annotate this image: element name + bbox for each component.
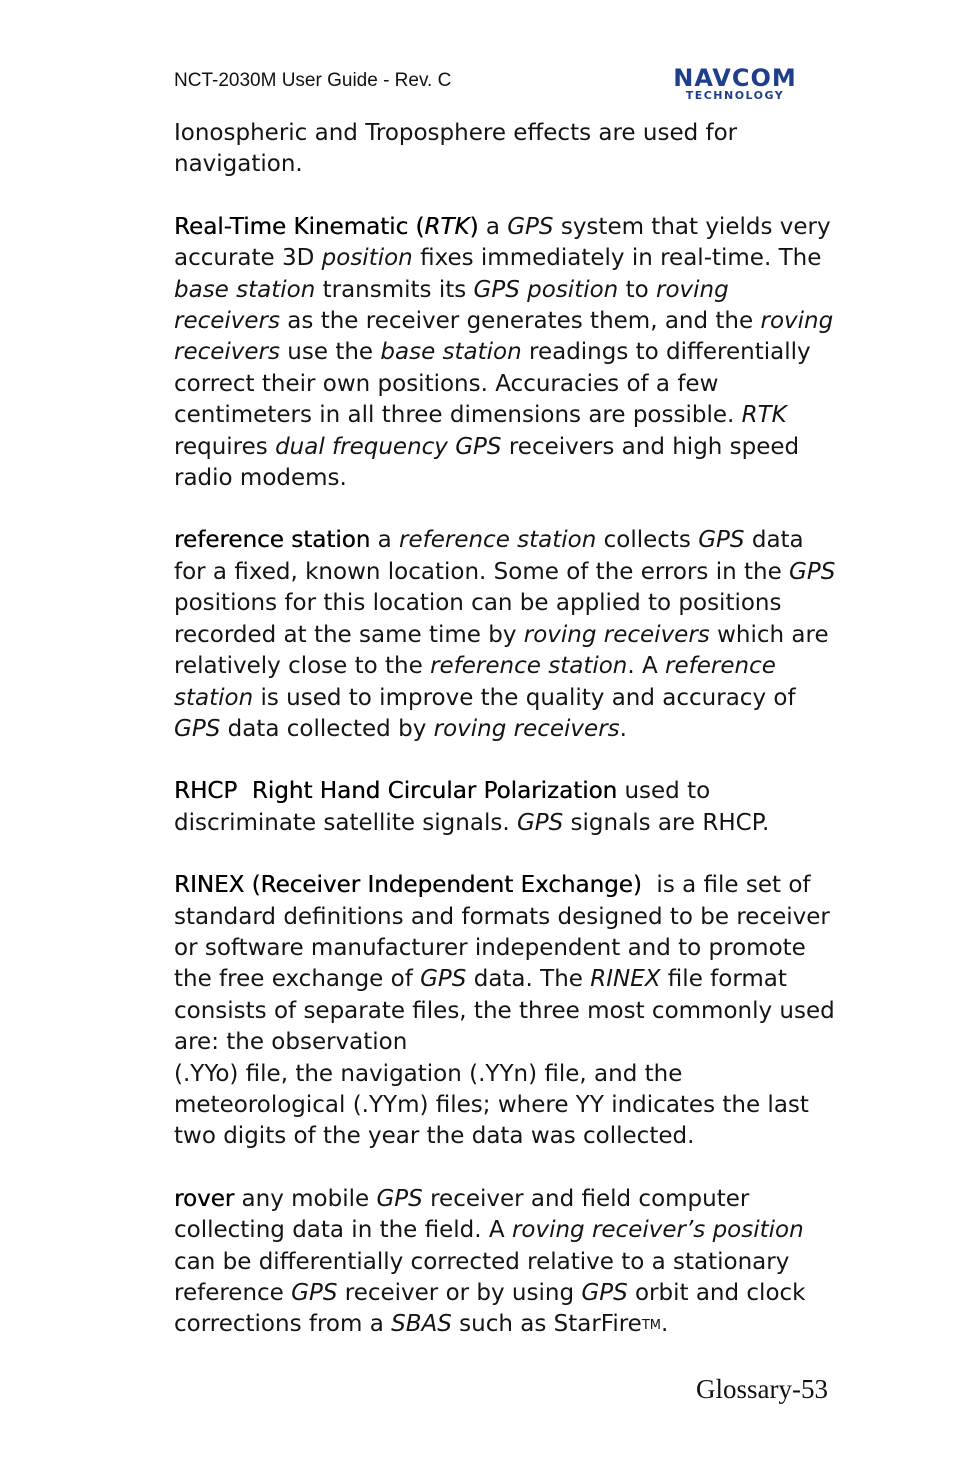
glossary-term: reference station — [174, 527, 371, 554]
glossary-term: RHCP Right Hand Circular Polarization — [174, 778, 618, 805]
glossary-entry-rhcp: RHCP Right Hand Circular Polarization used to discriminate satellite signals. GPS signals are RHCP. — [174, 778, 770, 836]
document-header-title: NCT-2030M User Guide - Rev. C — [174, 70, 452, 91]
glossary-term: rover — [174, 1185, 235, 1212]
navcom-logo — [640, 64, 830, 102]
glossary-entry-continuation: Ionospheric and Troposphere effects are used for navigation. — [174, 120, 738, 178]
glossary-content — [174, 118, 839, 1373]
glossary-entry-rtk: Real-Time Kinematic (RTK) a GPS system that yields very accurate 3D position fixes immediately in real-time. The base station transmits its GPS position to roving receivers as the receiver generates them, and the roving receivers use the base station readings to differentially correct their own positions. Accuracies of a few centimeters in all three dimensions are possible. RTK requires dual frequency GPS receivers and high speed radio modems. — [174, 213, 834, 492]
logo-wordmark: NAVCOM — [673, 64, 797, 92]
glossary-entry-reference-station: reference station a reference station collects GPS data for a fixed, known location. Some of the errors in the GPS positions for this location can be applied to positions recorded at the same time by roving receivers which are relatively close to the reference station. A reference station is used to improve the quality and accuracy of GPS data collected by roving receivers. — [174, 527, 836, 742]
trademark-symbol: TM — [641, 1318, 662, 1334]
page-number: Glossary-53 — [696, 1374, 828, 1404]
glossary-entry-rinex: RINEX (Receiver Independent Exchange) is a file set of standard definitions and formats designed to be receiver or software manufacturer independent and to promote the free exchange of GPS data. The RINEX file format consists of separate files, the three most commonly used are: the observation (.YYo) file, the navigation (.YYn) file, and the meteorological (.YYm) files; where YY indicates the last two digits of the year the data was collected. — [174, 872, 838, 1150]
glossary-entry-rover: rover any mobile GPS receiver and field computer collecting data in the field. A roving receiver’s position can be differentially corrected relative to a stationary reference GPS receiver or by using GPS orbit and clock corrections from a SBAS such as StarFireTM. — [174, 1185, 806, 1338]
glossary-term: Real-Time Kinematic (RTK) — [174, 213, 479, 240]
glossary-term: RINEX (Receiver Independent Exchange) — [174, 872, 642, 899]
logo-subtitle: TECHNOLOGY — [685, 89, 785, 102]
